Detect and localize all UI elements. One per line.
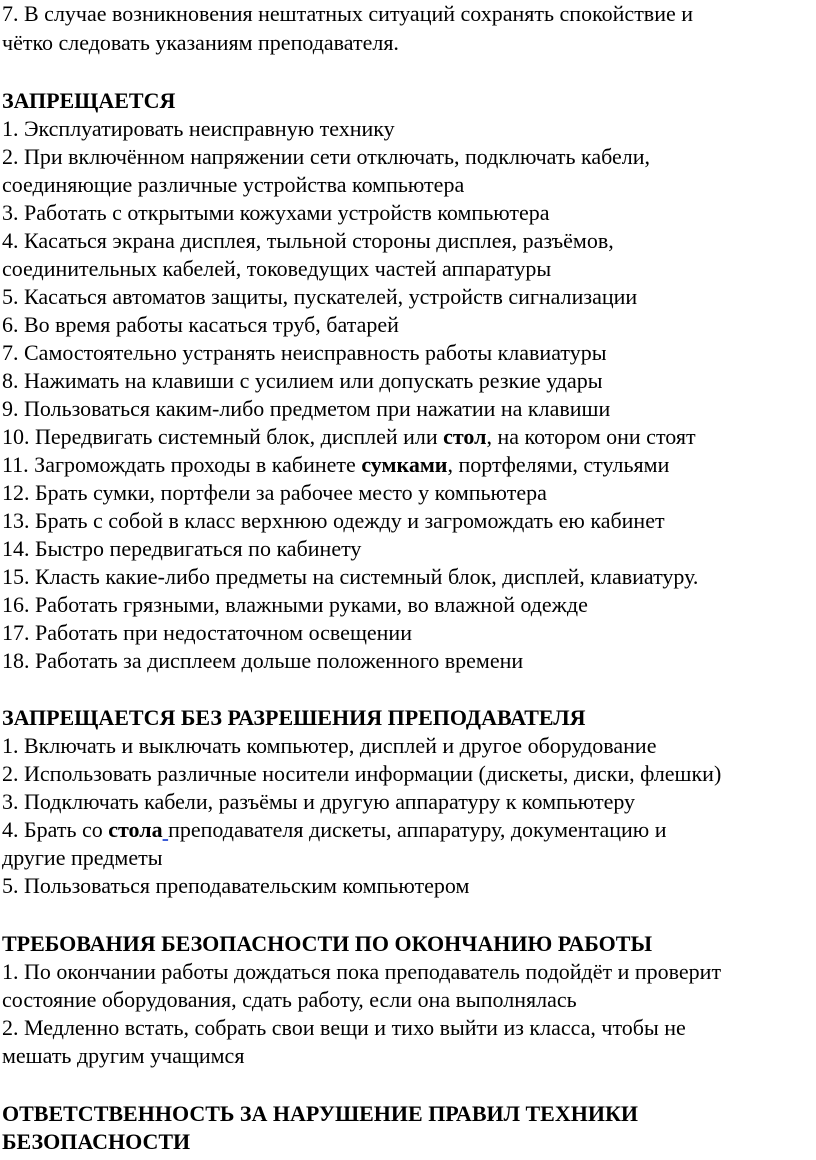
list-item: [2, 816, 667, 844]
list-item: 3. Работать с открытыми кожухами устройств компьютера: [2, 200, 550, 225]
item-text: 11. Загромождать проходы в кабинете: [2, 452, 362, 477]
item-text: 10. Передвигать системный блок, дисплей или: [2, 424, 444, 449]
item-text: , на котором они стоят: [486, 424, 696, 449]
list-item: 7. Самостоятельно устранять неисправность работы клавиатуры: [2, 340, 607, 365]
list-item: 5. Пользоваться преподавательским компьютером: [2, 873, 470, 898]
section-heading-prohibited: ЗАПРЕЩАЕТСЯ: [2, 88, 176, 113]
list-item: 16. Работать грязными, влажными руками, во влажной одежде: [2, 592, 588, 617]
list-item: 2. При включённом напряжении сети отключать, подключать кабели,: [2, 144, 651, 169]
list-item: 18. Работать за дисплеем дольше положенного времени: [2, 648, 524, 673]
item-emphasis: сумками: [361, 452, 448, 477]
list-item: 2. Использовать различные носители информации (дискеты, диски, флешки): [2, 761, 722, 786]
intro-line-2: чётко следовать указаниям преподавателя.: [2, 30, 399, 55]
list-item: соединительных кабелей, токоведущих частей аппаратуры: [2, 256, 552, 281]
list-item: 14. Быстро передвигаться по кабинету: [2, 536, 362, 561]
list-item: 3. Подключать кабели, разъёмы и другую аппаратуру к компьютеру: [2, 789, 636, 814]
list-item: 1. Включать и выключать компьютер, дисплей и другое оборудование: [2, 733, 657, 758]
list-item: [2, 423, 696, 451]
item-text: 4. Брать со: [2, 817, 109, 842]
list-item: состояние оборудования, сдать работу, если она выполнялась: [2, 987, 577, 1012]
list-item: [2, 451, 669, 479]
list-item: 15. Класть какие-либо предметы на системный блок, дисплей, клавиатуру.: [2, 564, 699, 589]
list-item: соединяющие различные устройства компьютера: [2, 172, 465, 197]
list-item: 2. Медленно встать, собрать свои вещи и тихо выйти из класса, чтобы не: [2, 1015, 686, 1040]
list-item: 1. По окончании работы дождаться пока преподаватель подойдёт и проверит: [2, 959, 722, 984]
section-heading-without-permission: ЗАПРЕЩАЕТСЯ БЕЗ РАЗРЕШЕНИЯ ПРЕПОДАВАТЕЛЯ: [2, 705, 586, 730]
intro-line-1: 7. В случае возникновения нештатных ситуаций сохранять спокойствие и: [2, 1, 694, 26]
list-item: 5. Касаться автоматов защиты, пускателей, устройств сигнализации: [2, 284, 638, 309]
item-text: преподавателя дискеты, аппаратуру, документацию и: [168, 817, 667, 842]
list-item: другие предметы: [2, 845, 163, 870]
list-item: 4. Касаться экрана дисплея, тыльной стороны дисплея, разъёмов,: [2, 228, 614, 253]
section-heading-responsibility: ОТВЕТСТВЕННОСТЬ ЗА НАРУШЕНИЕ ПРАВИЛ ТЕХНИКИ: [2, 1101, 639, 1126]
list-item: мешать другим учащимся: [2, 1043, 245, 1068]
list-item: 9. Пользоваться каким-либо предметом при нажатии на клавиши: [2, 396, 611, 421]
item-emphasis: стола: [108, 817, 163, 842]
list-item: 12. Брать сумки, портфели за рабочее место у компьютера: [2, 480, 547, 505]
item-emphasis: стол: [443, 424, 487, 449]
list-item: 8. Нажимать на клавиши с усилием или допускать резкие удары: [2, 368, 603, 393]
item-text: , портфелями, стульями: [447, 452, 670, 477]
list-item: 1. Эксплуатировать неисправную технику: [2, 116, 395, 141]
section-heading-responsibility-cont: БЕЗОПАСНОСТИ: [2, 1129, 191, 1154]
list-item: 17. Работать при недостаточном освещении: [2, 620, 412, 645]
section-heading-end-of-work: ТРЕБОВАНИЯ БЕЗОПАСНОСТИ ПО ОКОНЧАНИЮ РАБОТЫ: [2, 931, 653, 956]
list-item: 13. Брать с собой в класс верхнюю одежду и загромождать ею кабинет: [2, 508, 665, 533]
list-item: 6. Во время работы касаться труб, батарей: [2, 312, 399, 337]
